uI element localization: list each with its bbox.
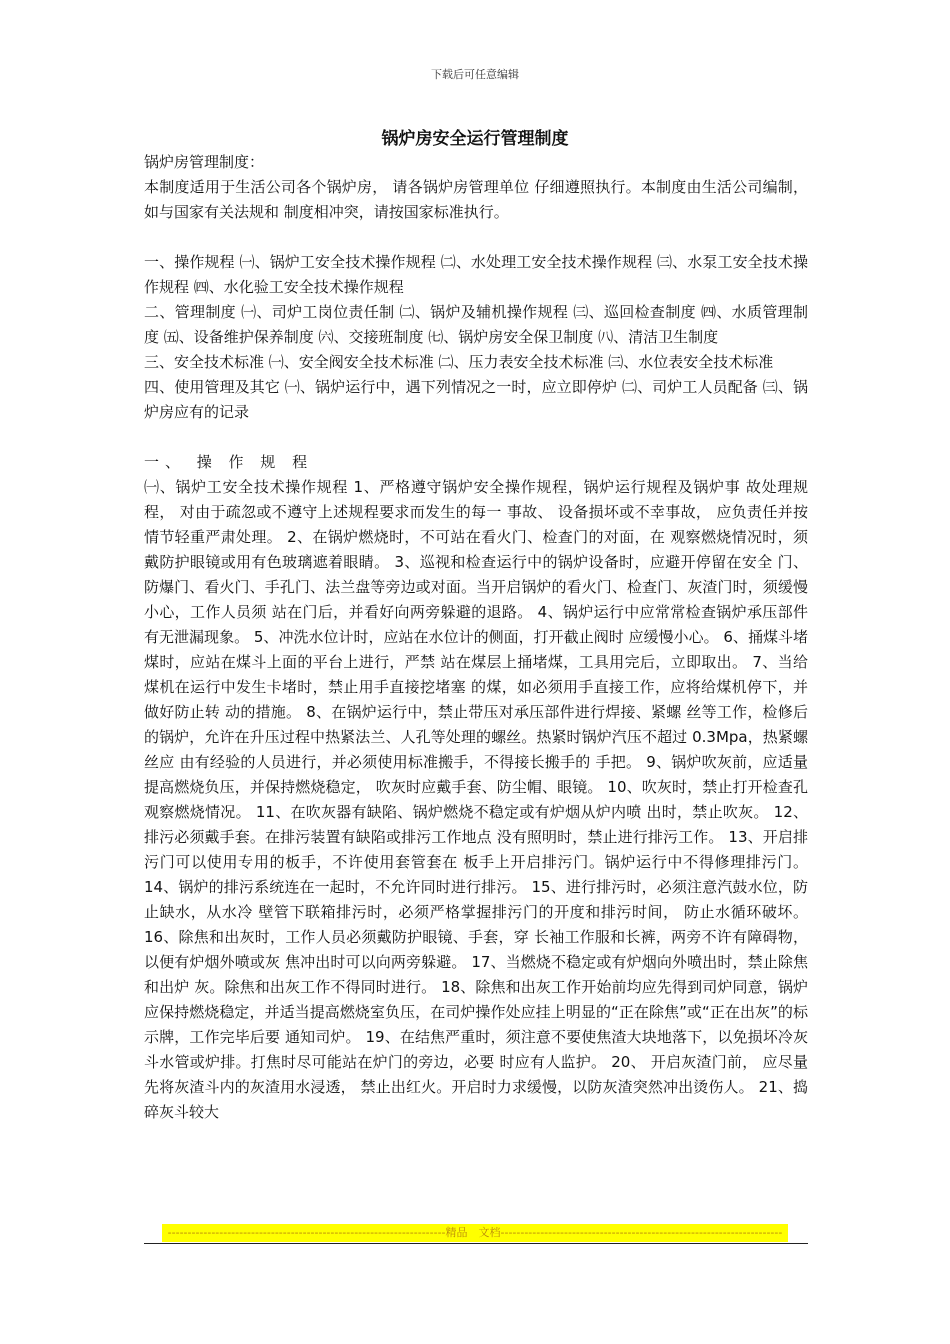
document-title: 锅炉房安全运行管理制度 [381, 129, 569, 149]
body-paragraph: ㈠、锅炉工安全技术操作规程 1、严格遵守锅炉安全操作规程，锅炉运行规程及锅炉事 故处理规程， 对由于疏忽或不遵守上述规程要求而发生的每一 事故、 设备损坏或不幸事故， 应负责任并按情节轻重严肃处理。 2、在锅炉燃烧时，不可站在看火门、检查门的对面，在 观察燃烧情况时，须戴防护眼镜或用有色玻璃遮着眼睛。 3、巡视和检查运行中的锅炉设备时，应避开停留在安全 门、防爆门、看火门、手孔门、法兰盘等旁边或对面。当开启锅炉的看火门、检查门、灰渣门时，须缓慢小心，工作人员须 站在门后，并看好向两旁躲避的退路。 4、锅炉运行中应常常检查锅炉承压部件有无泄漏现象。 5、冲洗水位计时，应站在水位计的侧面，打开截止阀时 应缓慢小心。 6、捅煤斗堵煤时，应站在煤斗上面的平台上进行，严禁 站在煤层上捅堵煤，工具用完后，立即取出。 7、当给煤机在运行中发生卡堵时，禁止用手直接挖堵塞 的煤，如必须用手直接工作，应将给煤机停下，并做好防止转 动的措施。 8、在锅炉运行中，禁止带压对承压部件进行焊接、紧螺 丝等工作，检修后的锅炉，允许在升压过程中热紧法兰、人孔等处理的螺丝。热紧时锅炉汽压不超过 0.3Mpa，热紧螺丝应 由有经验的人员进行，并必须使用标准搬手，不得接长搬手的 手把。 9、锅炉吹灰前，应适量提高燃烧负压，并保持燃烧稳定， 吹灰时应戴手套、防尘帽、眼镜。 10、吹灰时，禁止打开检查孔观察燃烧情况。 11、在吹灰器有缺陷、锅炉燃烧不稳定或有炉烟从炉内喷 出时，禁止吹灰。 12、排污必须戴手套。在排污装置有缺陷或排污工作地点 没有照明时，禁止进行排污工作。 13、开启排污门可以使用专用的板手，不许使用套管套在 板手上开启排污门。锅炉运行中不得修理排污门。 14、锅炉的排污系统连在一起时，不允许同时进行排污。 15、进行排污时，必须注意汽鼓水位，防止缺水，从水冷 壁管下联箱排污时，必须严格掌握排污门的开度和排污时间， 防止水循环破坏。 16、除焦和出灰时，工作人员必须戴防护眼镜、手套，穿 长袖工作服和长裤，两旁不许有障碍物，以便有炉烟外喷或灰 焦冲出时可以向两旁躲避。 17、当燃烧不稳定或有炉烟向外喷出时，禁止除焦和出炉 灰。除焦和出灰工作不得同时进行。 18、除焦和出灰工作开始前均应先得到司炉同意，锅炉应保持燃烧稳定，并适当提高燃烧室负压，在司炉操作处应挂上明显的“正在除焦”或“正在出灰”的标示牌，工作完毕后要 通知司炉。 19、在结焦严重时，须注意不要使焦渣大块地落下，以免损坏冷灰斗水管或炉排。打焦时尽可能站在炉门的旁边，必要 时应有人监护。 20、 开启灰渣门前， 应尽量先将灰渣斗内的灰渣用水浸透， 禁止出红火。开启时力求缓慢，以防灰渣突然冲出烫伤人。 21、捣碎灰斗较大 [144, 478, 808, 1121]
outline-item: 一、操作规程 ㈠、锅炉工安全技术操作规程 ㈡、水处理工安全技术操作规程 ㈢、水泵工安全技术操作规程 ㈣、水化验工安全技术操作规程 [144, 253, 808, 296]
subtitle: 锅炉房管理制度： [144, 153, 265, 171]
section-heading: 一、 操 作 规 程 [144, 453, 314, 471]
document-body [144, 150, 808, 1125]
outline-item: 三、安全技术标准 ㈠、安全阀安全技术标准 ㈡、压力表安全技术标准 ㈢、水位表安全技术标准 [144, 353, 774, 371]
outline-item: 四、使用管理及其它 ㈠、锅炉运行中，遇下列情况之一时，应立即停炉 ㈡、司炉工人员配备 ㈢、锅炉房应有的记录 [144, 378, 808, 421]
spacer [144, 225, 808, 250]
footer-banner: ----------------------------------------------------------------------精品 文档----------------------------------------------------------------------- [162, 1224, 788, 1242]
header-note: 下载后可任意编辑 [431, 68, 519, 81]
footer-divider [144, 1243, 808, 1244]
outline-item: 二、管理制度 ㈠、司炉工岗位责任制 ㈡、锅炉及辅机操作规程 ㈢、巡回检查制度 ㈣、水质管理制度 ㈤、设备维护保养制度 ㈥、交接班制度 ㈦、锅炉房安全保卫制度 ㈧、清洁卫生制度 [144, 303, 808, 346]
intro-paragraph: 本制度适用于生活公司各个锅炉房， 请各锅炉房管理单位 仔细遵照执行。本制度由生活公司编制，如与国家有关法规和 制度相冲突，请按国家标准执行。 [144, 178, 808, 221]
spacer [144, 425, 808, 450]
